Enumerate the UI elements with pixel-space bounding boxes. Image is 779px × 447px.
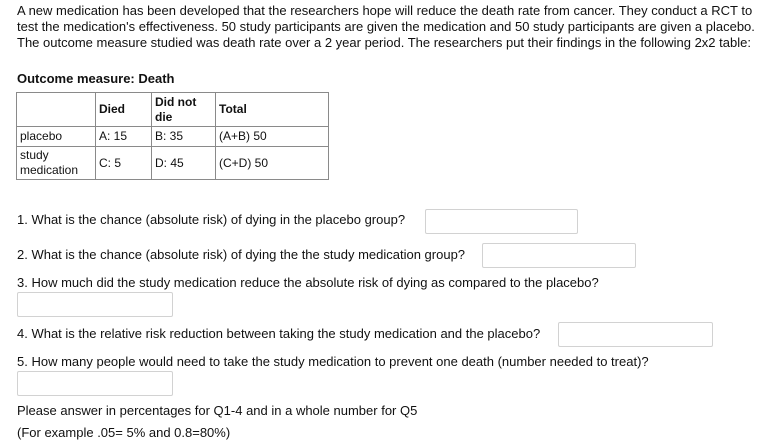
table-cell: (C+D) 50: [216, 147, 329, 180]
answer-2-input[interactable]: [482, 243, 636, 268]
table-cell: A: 15: [96, 127, 152, 147]
instructions-line-1: Please answer in percentages for Q1-4 and in a whole number for Q5: [17, 403, 418, 418]
table-cell: D: 45: [152, 147, 216, 180]
table-header-cell: Total: [216, 93, 329, 127]
question-3-text: 3. How much did the study medication reduce the absolute risk of dying as compared to the placebo?: [17, 275, 599, 290]
table-cell: (A+B) 50: [216, 127, 329, 147]
answer-4-input[interactable]: [558, 322, 713, 347]
table-cell: study medication: [17, 147, 96, 180]
two-by-two-table: [16, 92, 329, 180]
table-cell: C: 5: [96, 147, 152, 180]
table-header-cell: [17, 93, 96, 127]
outcome-heading: Outcome measure: Death: [17, 71, 175, 86]
answer-3-input[interactable]: [17, 292, 173, 317]
table-header-row: [17, 93, 329, 127]
table-header-cell: Did not die: [152, 93, 216, 127]
instructions-line-2: (For example .05= 5% and 0.8=80%): [17, 425, 231, 440]
question-4-text: 4. What is the relative risk reduction between taking the study medication and the placebo?: [17, 326, 541, 341]
question-1-text: 1. What is the chance (absolute risk) of dying in the placebo group?: [17, 212, 406, 227]
answer-5-input[interactable]: [17, 371, 173, 396]
table-header-cell: Died: [96, 93, 152, 127]
table-cell: B: 35: [152, 127, 216, 147]
answer-1-input[interactable]: [425, 209, 578, 234]
table-row: [17, 127, 329, 147]
question-5-text: 5. How many people would need to take the study medication to prevent one death (number needed to treat)?: [17, 354, 649, 369]
table-cell: placebo: [17, 127, 96, 147]
intro-paragraph: A new medication has been developed that the researchers hope will reduce the death rate from cancer. They conduct a RCT to test the medication's effectiveness. 50 study participants are given the medication and 50 study participants are given a placebo. The outcome measure studied was death rate over a 2 year period. The researchers put their findings in the following 2x2 table:: [17, 3, 755, 50]
table-row: [17, 147, 329, 180]
question-2-text: 2. What is the chance (absolute risk) of dying the the study medication group?: [17, 247, 466, 262]
